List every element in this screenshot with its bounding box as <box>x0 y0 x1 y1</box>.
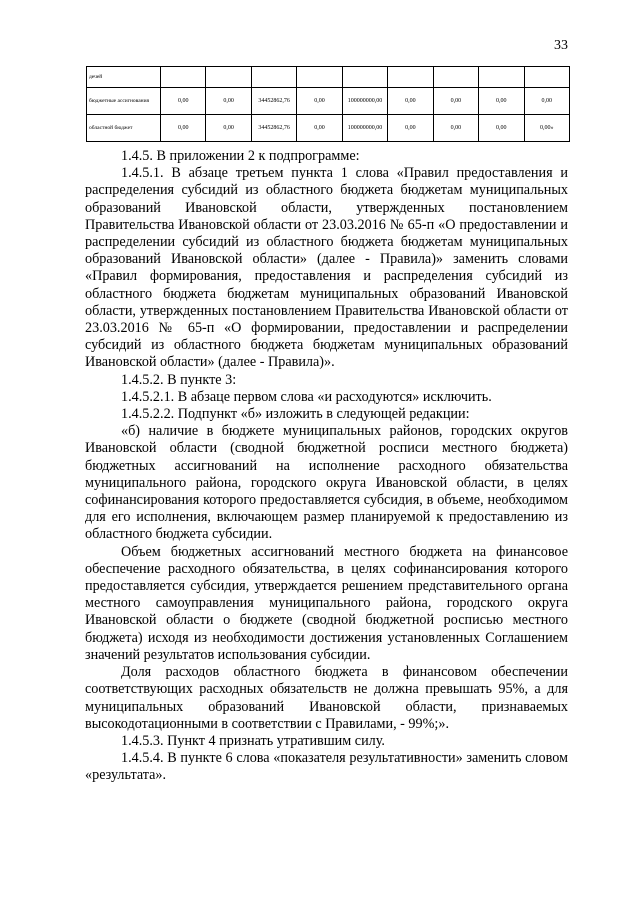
table-cell <box>161 67 206 88</box>
table-row <box>87 115 570 142</box>
table-cell: 34452862,76 <box>251 115 296 142</box>
table-cell: 100000000,00 <box>342 115 387 142</box>
table-cell <box>433 67 478 88</box>
table-cell <box>297 67 342 88</box>
table-row <box>87 88 570 115</box>
document-body <box>85 148 568 785</box>
table-cell <box>251 67 296 88</box>
table-cell: 0,00 <box>524 88 570 115</box>
table-cell: 0,00 <box>388 88 433 115</box>
table-cell: 0,00 <box>479 115 524 142</box>
table-cell: 0,00 <box>433 115 478 142</box>
table-cell: 0,00 <box>297 88 342 115</box>
page-number: 33 <box>554 38 568 53</box>
table-cell: 0,00 <box>479 88 524 115</box>
table-cell <box>479 67 524 88</box>
budget-table <box>86 66 570 142</box>
table-cell: 0,00 <box>206 88 251 115</box>
table-cell: 100000000,00 <box>342 88 387 115</box>
paragraph: Доля расходов областного бюджета в финансовом обеспечении соответствующих расходных обязательств не должна превышать 95%, а для муниципальных образований Ивановской области, признаваемых высокодотационными в соответствии с Правилами, - 99%;». <box>85 664 568 732</box>
paragraph: 1.4.5.2.2. Подпункт «б» изложить в следующей редакции: <box>121 406 470 423</box>
paragraph: 1.4.5.4. В пункте 6 слова «показателя результативности» заменить словом «результата». <box>85 750 568 784</box>
paragraph: «б) наличие в бюджете муниципальных районов, городских округов Ивановской области (сводной бюджетной росписи местного бюджета) бюджетных ассигнований на исполнение расходного обязательства муниципального района, городского округа Ивановской области, в целях софинансирования которого предоставляется субсидия, в объеме, необходимом для его исполнения, включающем размер планируемой к предоставлению из областного бюджета субсидии. <box>85 423 568 543</box>
section-heading: 1.4.5. В приложении 2 к подпрограмме: <box>121 148 360 164</box>
paragraph: Объем бюджетных ассигнований местного бюджета на финансовое обеспечение расходного обязательства, в целях софинансирования которого предоставляется субсидия, утверждается решением представительного органа местного самоуправления муниципального района, городского округа Ивановской области о бюджете (сводной бюджетной росписью местного бюджета) исходя из необходимости достижения установленных Соглашением значений результатов использования субсидии. <box>85 543 568 663</box>
table-cell <box>388 67 433 88</box>
table-cell <box>206 67 251 88</box>
table-row-label: дечей <box>87 67 161 88</box>
table-cell: 0,00 <box>161 115 206 142</box>
table-cell: 0,00» <box>524 115 570 142</box>
table-cell <box>524 67 570 88</box>
table-cell: 34452862,76 <box>251 88 296 115</box>
table-row <box>87 67 570 88</box>
table-cell: 0,00 <box>161 88 206 115</box>
table-cell: 0,00 <box>206 115 251 142</box>
table-cell <box>342 67 387 88</box>
paragraph: 1.4.5.2. В пункте 3: <box>121 371 237 388</box>
table-cell: 0,00 <box>433 88 478 115</box>
table-cell: 0,00 <box>388 115 433 142</box>
paragraph: 1.4.5.3. Пункт 4 признать утратившим силу. <box>121 732 385 749</box>
table-cell: 0,00 <box>297 115 342 142</box>
table-row-label: областной бюджет <box>87 115 161 142</box>
paragraph: 1.4.5.1. В абзаце третьем пункта 1 слова «Правил предоставления и распределения субсидий из областного бюджета бюджетам муниципальных образований Ивановской области, утвержденных постановлением Правительства Ивановской области от 23.03.2016 № 65-п «О предоставлении и распределении субсидий из областного бюджета бюджетам муниципальных образований Ивановской области» (далее - Правила)» заменить словами «Правил формирования, предоставления и распределения субсидий из областного бюджета бюджетам муниципальных образований Ивановской области, утвержденных постановлением Правительства Ивановской области от 23.03.2016 № 65-п «О формировании, предоставлении и распределении субсидий из областного бюджета бюджетам муниципальных образований Ивановской области» (далее - Правила)». <box>85 165 568 371</box>
table-row-label: бюджетные ассигнования <box>87 88 161 115</box>
paragraph: 1.4.5.2.1. В абзаце первом слова «и расходуются» исключить. <box>121 388 492 405</box>
